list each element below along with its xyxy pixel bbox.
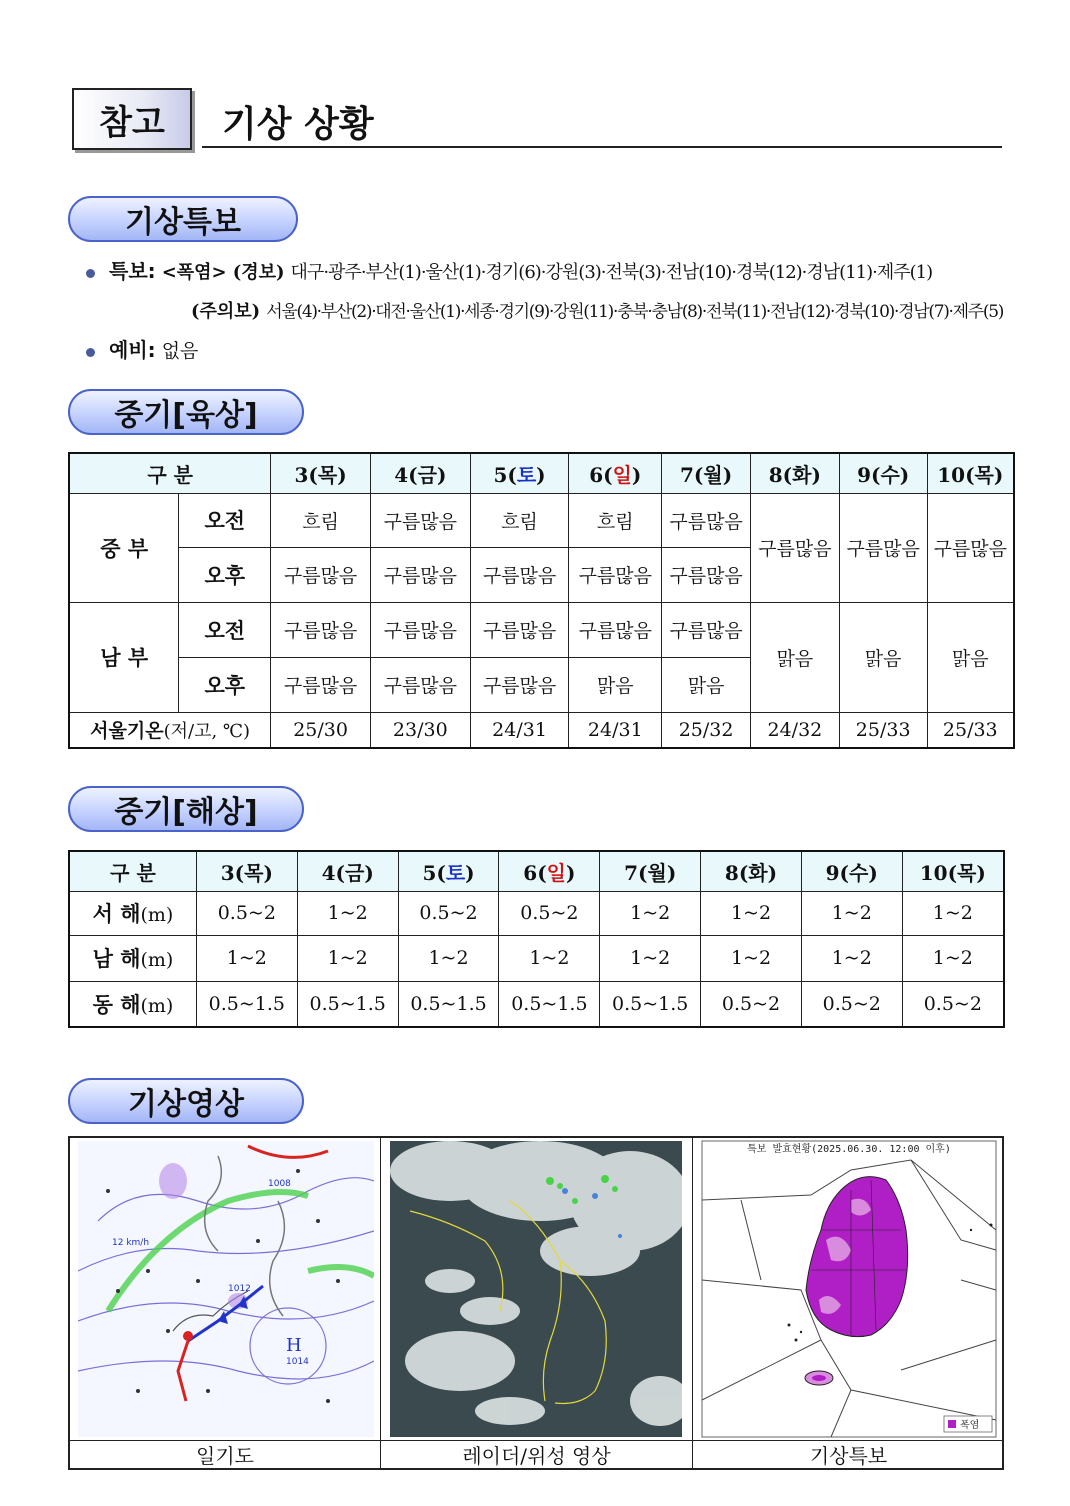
sea-label: 동 해(m) xyxy=(69,981,196,1027)
table-cell: 구름많음 xyxy=(750,493,839,602)
table-row xyxy=(69,935,1004,981)
day-header: 5(토) xyxy=(470,453,569,493)
weather-images-panel xyxy=(68,1136,1004,1470)
section-heading-mid-land: 중기[육상] xyxy=(68,389,304,435)
section-heading-images: 기상영상 xyxy=(68,1078,304,1124)
header-label: 구 분 xyxy=(69,851,196,891)
pm-label: 오후 xyxy=(179,657,271,712)
table-cell: 0.5~1.5 xyxy=(196,981,297,1027)
section-heading-warnings: 기상특보 xyxy=(68,196,298,242)
table-cell: 1~2 xyxy=(297,935,398,981)
day-header: 5(토) xyxy=(398,851,499,891)
table-cell: 0.5~1.5 xyxy=(499,981,600,1027)
header-label: 구 분 xyxy=(69,453,271,493)
table-cell: 25/33 xyxy=(839,712,927,748)
day-header: 6(일) xyxy=(499,851,600,891)
radar-satellite-image xyxy=(390,1141,682,1437)
table-row xyxy=(69,493,1014,547)
table-cell: 24/31 xyxy=(470,712,569,748)
caption-special-report: 기상특보 xyxy=(693,1440,1004,1470)
table-cell: 1~2 xyxy=(600,891,701,935)
table-row xyxy=(69,602,1014,657)
table-cell: 25/32 xyxy=(662,712,751,748)
table-cell: 구름많음 xyxy=(470,657,569,712)
high-pressure-label: H xyxy=(286,1335,302,1356)
table-cell: 구름많음 xyxy=(370,493,470,547)
table-cell: 구름많음 xyxy=(370,602,470,657)
table-cell: 맑음 xyxy=(569,657,662,712)
table-cell: 흐림 xyxy=(569,493,662,547)
table-cell: 1~2 xyxy=(902,935,1004,981)
table-cell: 1~2 xyxy=(801,891,902,935)
table-cell: 1~2 xyxy=(600,935,701,981)
sea-label: 서 해(m) xyxy=(69,891,196,935)
table-cell: 1~2 xyxy=(801,935,902,981)
day-header: 10(목) xyxy=(902,851,1004,891)
table-header-row xyxy=(69,851,1004,891)
table-cell: 1~2 xyxy=(398,935,499,981)
table-cell: 1~2 xyxy=(196,935,297,981)
preliminary-key: 예비: xyxy=(109,338,156,362)
isobar-label: 1014 xyxy=(286,1357,309,1367)
wind-speed-label: 12 km/h xyxy=(112,1238,150,1248)
weather-chart-cell xyxy=(70,1138,381,1440)
table-cell: 1~2 xyxy=(701,935,802,981)
table-cell: 구름많음 xyxy=(569,602,662,657)
table-cell: 구름많음 xyxy=(470,602,569,657)
legend-label: 폭염 xyxy=(960,1420,980,1431)
warning-regions: 대구·광주·부산(1)·울산(1)·경기(6)·강원(3)·전북(3)·전남(10)·경북(12)·경남(11)·제주(1) xyxy=(290,262,933,283)
table-cell: 0.5~2 xyxy=(902,981,1004,1027)
reference-badge: 참고 xyxy=(72,88,192,150)
day-header: 9(수) xyxy=(839,453,927,493)
mid-land-table xyxy=(68,452,1015,749)
pm-label: 오후 xyxy=(179,547,271,602)
table-cell: 1~2 xyxy=(297,891,398,935)
heat-wave-legend-swatch xyxy=(948,1420,956,1428)
table-cell: 구름많음 xyxy=(662,602,751,657)
preliminary-line xyxy=(86,331,1016,370)
bullet-icon xyxy=(86,348,95,357)
sea-label: 남 해(m) xyxy=(69,935,196,981)
table-cell: 1~2 xyxy=(701,891,802,935)
am-label: 오전 xyxy=(179,493,271,547)
am-label: 오전 xyxy=(179,602,271,657)
seoul-temp-row xyxy=(69,712,1014,748)
table-cell: 구름많음 xyxy=(569,547,662,602)
table-cell: 구름많음 xyxy=(370,547,470,602)
table-cell: 맑음 xyxy=(750,602,839,712)
table-cell: 구름많음 xyxy=(927,493,1014,602)
table-header-row xyxy=(69,453,1014,493)
day-header: 4(금) xyxy=(297,851,398,891)
table-cell: 구름많음 xyxy=(271,547,371,602)
table-row xyxy=(69,891,1004,935)
mid-sea-table xyxy=(68,850,1005,1028)
table-cell: 0.5~2 xyxy=(196,891,297,935)
table-cell: 0.5~1.5 xyxy=(398,981,499,1027)
table-cell: 24/31 xyxy=(569,712,662,748)
table-cell: 0.5~1.5 xyxy=(297,981,398,1027)
bullet-icon xyxy=(86,269,95,278)
day-header: 8(화) xyxy=(750,453,839,493)
day-header: 7(월) xyxy=(662,453,751,493)
table-cell: 구름많음 xyxy=(662,547,751,602)
special-key: 특보: xyxy=(109,259,156,283)
day-header: 7(월) xyxy=(600,851,701,891)
advisory-line xyxy=(86,292,1016,331)
region-label: 남 부 xyxy=(69,602,179,712)
table-cell: 맑음 xyxy=(662,657,751,712)
weather-chart-image xyxy=(78,1141,374,1437)
warning-type: <폭염> xyxy=(161,262,227,283)
table-cell: 구름많음 xyxy=(370,657,470,712)
isobar-label: 1012 xyxy=(228,1284,251,1294)
table-cell: 구름많음 xyxy=(470,547,569,602)
preliminary-value: 없음 xyxy=(161,340,199,362)
warning-label: (경보) xyxy=(232,262,285,283)
day-header: 4(금) xyxy=(370,453,470,493)
caption-weather-chart: 일기도 xyxy=(70,1440,381,1470)
title-underline xyxy=(202,146,1002,148)
isobar-label: 1008 xyxy=(268,1179,291,1189)
caption-radar-satellite: 레이더/위성 영상 xyxy=(381,1440,693,1470)
table-cell: 25/33 xyxy=(927,712,1014,748)
page-title: 기상 상황 xyxy=(222,104,374,145)
day-header: 10(목) xyxy=(927,453,1014,493)
table-cell: 구름많음 xyxy=(271,602,371,657)
warnings-list xyxy=(86,252,1016,370)
page-header xyxy=(72,88,1002,152)
warnings-special-line xyxy=(86,252,1016,292)
table-cell: 1~2 xyxy=(902,891,1004,935)
radar-satellite-cell xyxy=(381,1138,693,1440)
special-report-cell xyxy=(693,1138,1004,1440)
day-header: 6(일) xyxy=(569,453,662,493)
table-cell: 23/30 xyxy=(370,712,470,748)
table-cell: 0.5~2 xyxy=(398,891,499,935)
table-cell: 25/30 xyxy=(271,712,371,748)
advisory-label: (주의보) xyxy=(191,301,261,322)
table-row xyxy=(69,981,1004,1027)
section-heading-mid-sea: 중기[해상] xyxy=(68,786,304,832)
region-label: 중 부 xyxy=(69,493,179,602)
special-report-map xyxy=(701,1140,997,1438)
table-cell: 맑음 xyxy=(927,602,1014,712)
table-cell: 흐림 xyxy=(271,493,371,547)
table-cell: 맑음 xyxy=(839,602,927,712)
table-cell: 흐림 xyxy=(470,493,569,547)
table-cell: 0.5~1.5 xyxy=(600,981,701,1027)
table-cell: 구름많음 xyxy=(662,493,751,547)
table-cell: 0.5~2 xyxy=(701,981,802,1027)
day-header: 9(수) xyxy=(801,851,902,891)
table-cell: 구름많음 xyxy=(271,657,371,712)
table-cell: 1~2 xyxy=(499,935,600,981)
day-header: 3(목) xyxy=(196,851,297,891)
table-cell: 0.5~2 xyxy=(499,891,600,935)
map-title: 특보 발효현황(2025.06.30. 12:00 이후) xyxy=(747,1144,951,1155)
advisory-regions: 서울(4)·부산(2)·대전·울산(1)·세종·경기(9)·강원(11)·충북·충남(8)·전북(11)·전남(12)·경북(10)·경남(7)·제주(5) xyxy=(266,302,1004,322)
day-header: 3(목) xyxy=(271,453,371,493)
table-cell: 24/32 xyxy=(750,712,839,748)
table-cell: 0.5~2 xyxy=(801,981,902,1027)
seoul-temp-label: 서울기온(저/고, ℃) xyxy=(69,712,271,748)
day-header: 8(화) xyxy=(701,851,802,891)
table-cell: 구름많음 xyxy=(839,493,927,602)
